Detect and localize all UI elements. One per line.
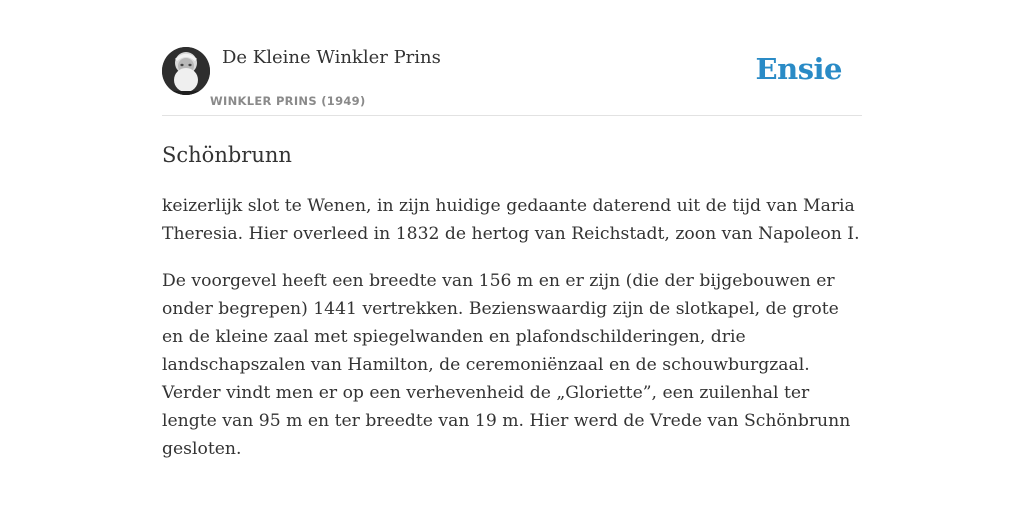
source-header: [162, 0, 862, 116]
paragraph: keizerlijk slot te Wenen, in zijn huidige gedaante daterend uit de tijd van Maria Theresia. Hier overleed in 1832 de hertog van Reichstadt, zoon van Napoleon I.: [162, 196, 860, 244]
bearded-man-portrait-icon: [162, 47, 210, 95]
source-subtitle[interactable]: WINKLER PRINS (1949): [210, 94, 366, 108]
source-title[interactable]: De Kleine Winkler Prins: [222, 47, 441, 68]
article-body: [162, 192, 862, 482]
avatar[interactable]: [162, 47, 210, 95]
article-title: Schönbrunn: [162, 143, 292, 167]
page-container: [162, 0, 862, 459]
brand-logo[interactable]: Ensie: [755, 52, 842, 86]
paragraph: De voorgevel heeft een breedte van 156 m en er zijn (die der bijgebouwen er onder begrepen) 1441 vertrekken. Bezienswaardig zijn de slotkapel, de grote en de kleine zaal met spiegelwanden en plafondschilderingen, drie landschapszalen van Hamilton, de ceremoniënzaal en de schouwburgzaal. Verder vindt men er op een verhevenheid de „Gloriette”, een zuilenhal ter lengte van 95 m en ter breedte van 19 m. Hier werd de Vrede van Schönbrunn gesloten.: [162, 271, 851, 459]
